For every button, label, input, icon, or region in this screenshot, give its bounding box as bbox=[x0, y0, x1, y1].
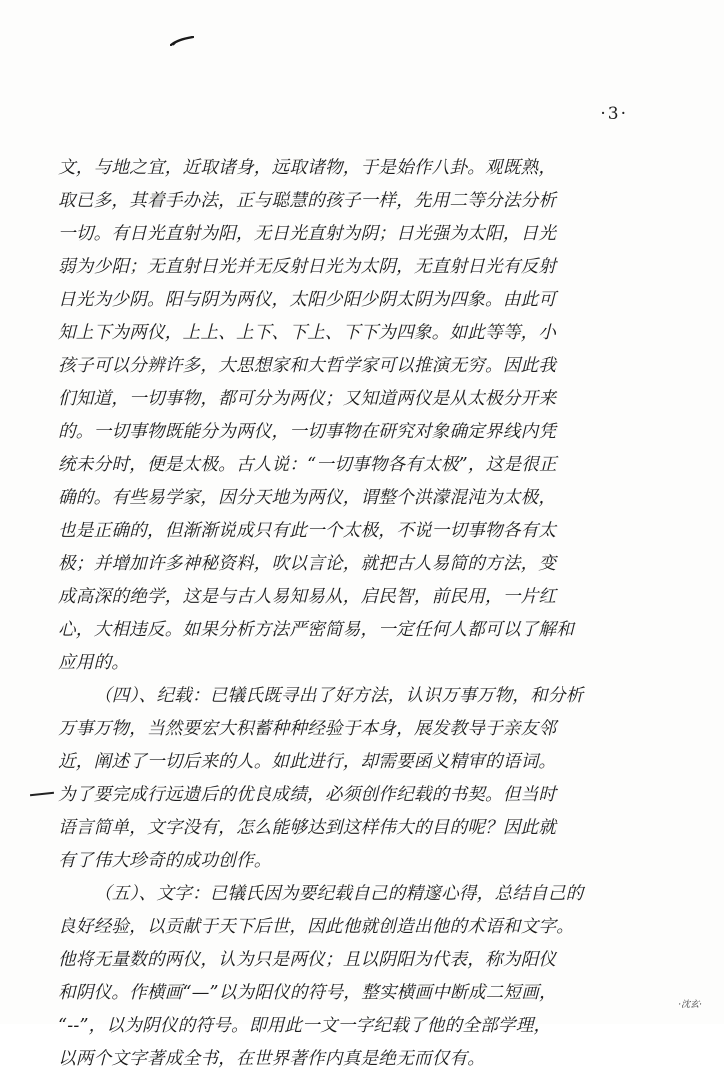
text-line: 有了伟大珍奇的成功创作。 bbox=[58, 851, 272, 871]
corner-annotation: ·沈玄· bbox=[678, 1000, 702, 1010]
section-heading-line: （五）、文字：已犠氏因为要纪载自己的精邃心得，总结自己的 bbox=[94, 884, 584, 904]
text-line: 和阴仪。作横画“—”以为阳仪的符号，整实横画中断成二短画， bbox=[58, 983, 557, 1003]
text-line: 孩子可以分辨许多，大思想家和大哲学家可以推演无穷。因此我 bbox=[58, 356, 557, 376]
text-line: 统未分时，便是太极。古人说：“一切事物各有太极”，这是很正 bbox=[58, 455, 557, 475]
text-line: 应用的。 bbox=[58, 653, 130, 673]
page-number: ·3· bbox=[600, 104, 628, 124]
text-line: 日光为少阴。阳与阴为两仪，太阳少阳少阴太阴为四象。由此可 bbox=[58, 290, 557, 310]
text-line: 万事万物，当然要宏大积蓄种种经验于本身，展发教导于亲友邻 bbox=[58, 719, 557, 739]
text-line: 们知道，一切事物，都可分为两仪；又知道两仪是从太极分开来 bbox=[58, 389, 557, 409]
text-line: 以两个文字著成全书，在世界著作内真是绝无而仅有。 bbox=[58, 1049, 486, 1069]
text-line: 取已多，其着手办法，正与聪慧的孩子一样，先用二等分法分析 bbox=[58, 191, 557, 211]
text-line: 为了要完成行远遗后的优良成绩，必须创作纪载的书契。但当时 bbox=[58, 785, 557, 805]
paragraph-1 bbox=[58, 152, 674, 680]
text-line: 文，与地之宜，近取诸身，远取诸物，于是始作八卦。观既熟， bbox=[58, 158, 557, 178]
text-line: 良好经验，以贡献于天下后世，因此他就创造出他的术语和文字。 bbox=[58, 917, 575, 937]
text-line: 极；并增加许多神秘资料，吹以言论，就把古人易简的方法，变 bbox=[58, 554, 557, 574]
margin-pen-dash bbox=[30, 792, 54, 796]
section-heading-line: （四）、纪载：已犠氏既寻出了好方法，认识万事万物，和分析 bbox=[94, 686, 584, 706]
pen-stroke-mark bbox=[170, 36, 194, 46]
text-line: 心，大相违反。如果分析方法严密简易，一定任何人都可以了解和 bbox=[58, 620, 575, 640]
text-line: 也是正确的，但渐渐说成只有此一个太极，不说一切事物各有太 bbox=[58, 521, 557, 541]
text-line: 一切。有日光直射为阳，无日光直射为阴；日光强为太阳，日光 bbox=[58, 224, 557, 244]
paragraph-3 bbox=[58, 878, 674, 1076]
text-line: “--”，以为阴仪的符号。即用此一文一字纪载了他的全部学理， bbox=[58, 1016, 552, 1036]
text-line: 语言简单，文字没有，怎么能够达到这样伟大的目的呢？因此就 bbox=[58, 818, 557, 838]
text-line: 近，阐述了一切后来的人。如此进行，却需要函义精审的语词。 bbox=[58, 752, 557, 772]
text-line: 他将无量数的两仪，认为只是两仪；且以阴阳为代表，称为阳仪 bbox=[58, 950, 557, 970]
handwritten-body bbox=[58, 152, 674, 1076]
text-line: 的。一切事物既能分为两仪，一切事物在研究对象确定界线内凭 bbox=[58, 422, 557, 442]
text-line: 成高深的绝学，这是与古人易知易从，启民智，前民用，一片红 bbox=[58, 587, 557, 607]
text-line: 确的。有些易学家，因分天地为两仪，谓整个洪濛混沌为太极， bbox=[58, 488, 557, 508]
text-line: 知上下为两仪，上上、上下、下上、下下为四象。如此等等，小 bbox=[58, 323, 557, 343]
text-line: 弱为少阳；无直射日光并无反射日光为太阴，无直射日光有反射 bbox=[58, 257, 557, 277]
paragraph-2 bbox=[58, 680, 674, 878]
